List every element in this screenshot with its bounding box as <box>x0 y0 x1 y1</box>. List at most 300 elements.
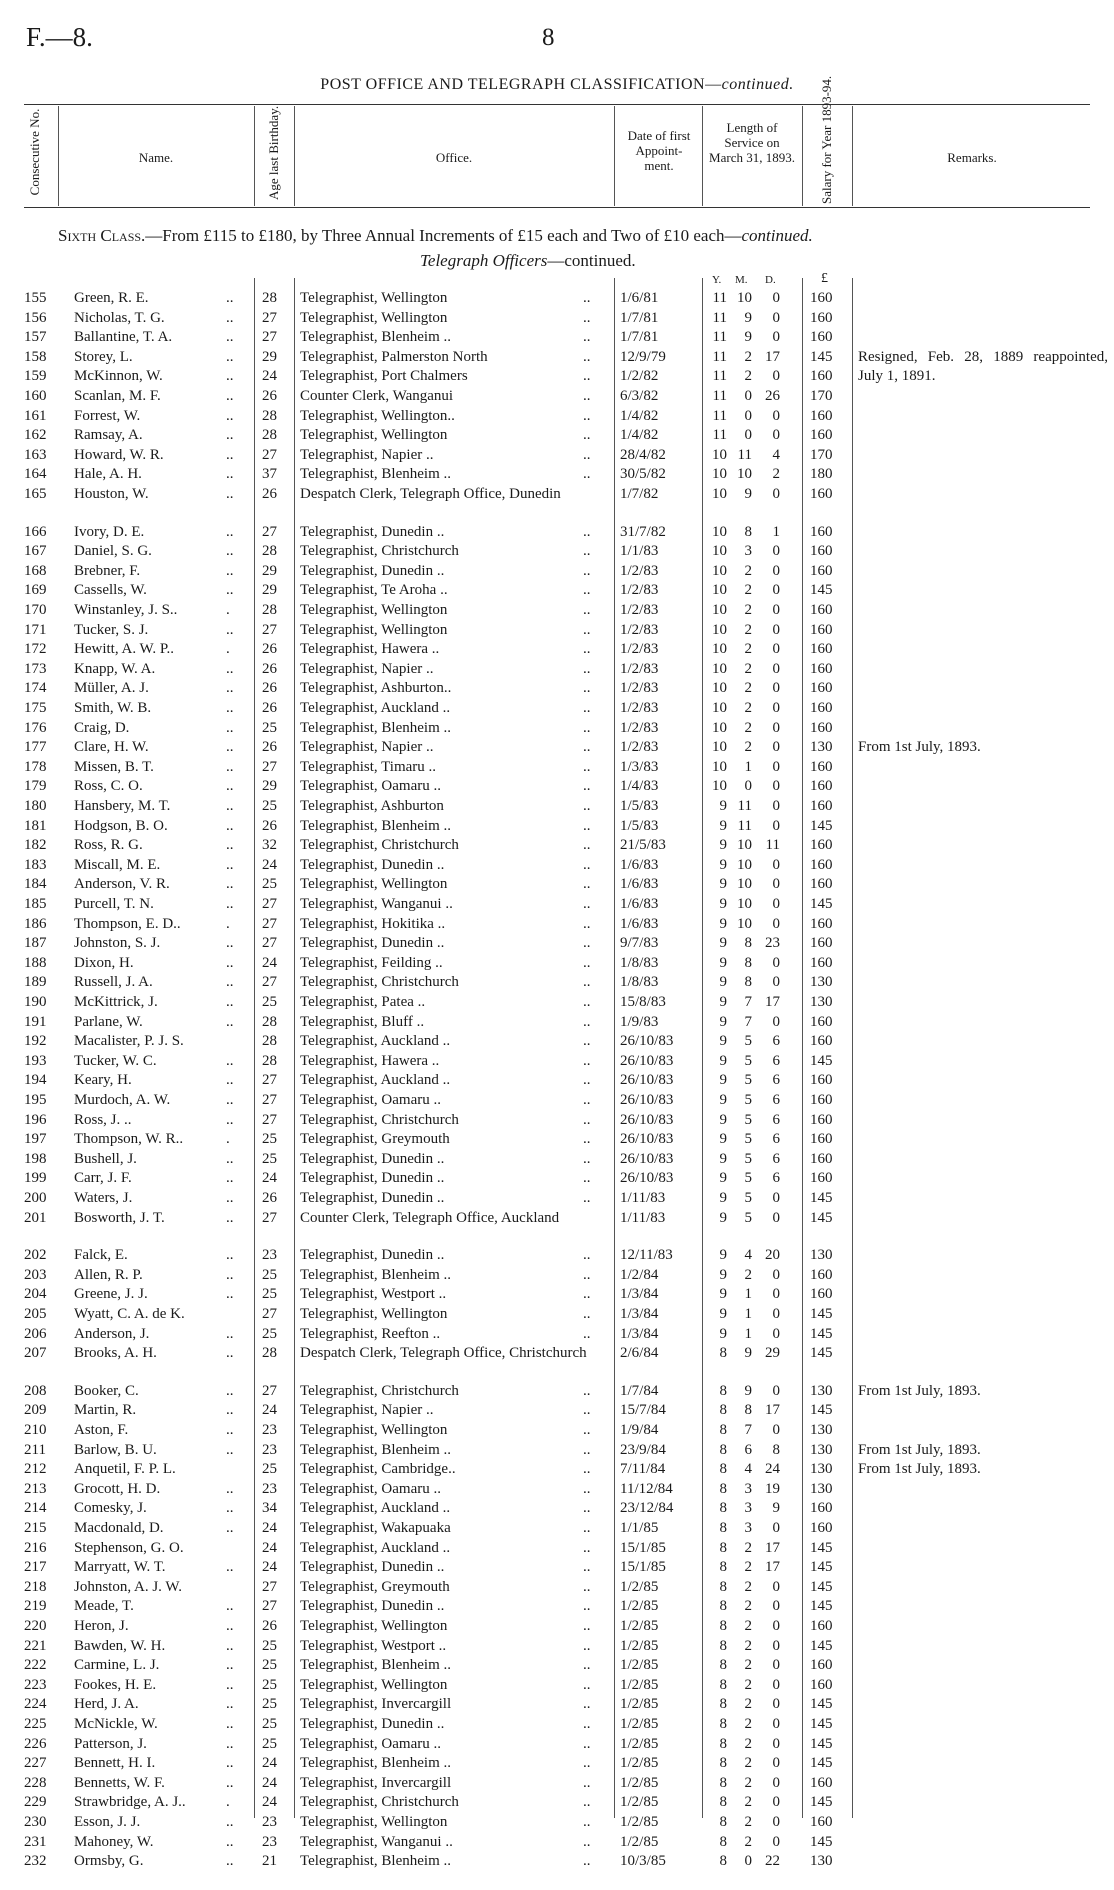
leader-dots: .. <box>226 1853 234 1870</box>
leader-dots: .. <box>226 1286 234 1303</box>
cell-service-days: 0 <box>772 1013 780 1030</box>
cell-office: Telegraphist, Feilding .. <box>300 954 443 971</box>
header-top-rule <box>24 104 1090 105</box>
cell-appointment-date: 1/2/85 <box>620 1637 659 1654</box>
cell-consecutive-no: 192 <box>24 1033 47 1050</box>
cell-service-months: 9 <box>744 1382 752 1399</box>
cell-consecutive-no: 184 <box>24 876 47 893</box>
cell-appointment-date: 7/11/84 <box>620 1461 666 1478</box>
cell-consecutive-no: 197 <box>24 1131 47 1148</box>
cell-appointment-date: 1/5/83 <box>620 817 659 834</box>
cell-service-days: 0 <box>772 562 780 579</box>
cell-office: Telegraphist, Wellington.. <box>300 407 455 424</box>
cell-service-months: 8 <box>744 935 752 952</box>
leader-dots: .. <box>583 368 591 385</box>
cell-service-days: 29 <box>765 1345 780 1362</box>
leader-dots: .. <box>583 758 591 775</box>
cell-appointment-date: 1/2/85 <box>620 1755 659 1772</box>
cell-appointment-date: 1/3/84 <box>620 1306 659 1322</box>
cell-consecutive-no: 223 <box>24 1676 47 1693</box>
cell-office: Telegraphist, Ashburton <box>300 798 444 814</box>
cell-consecutive-no: 169 <box>24 582 47 599</box>
cell-service-days: 0 <box>772 329 780 346</box>
cell-age: 27 <box>262 758 277 775</box>
leader-dots: .. <box>583 523 591 540</box>
cell-age: 24 <box>262 1774 277 1791</box>
cell-office: Telegraphist, Oamaru .. <box>300 1735 441 1752</box>
cell-name: Meade, T. <box>74 1598 134 1615</box>
cell-service-years: 10 <box>712 466 727 483</box>
cell-appointment-date: 1/2/83 <box>620 621 659 638</box>
leader-dots: .. <box>583 1794 591 1811</box>
leader-dots: .. <box>583 1578 591 1595</box>
cell-service-years: 9 <box>719 798 727 814</box>
cell-service-years: 11 <box>712 290 727 306</box>
cell-service-days: 6 <box>772 1052 780 1069</box>
cell-office: Telegraphist, Napier .. <box>300 660 434 677</box>
leader-dots: .. <box>226 758 234 775</box>
cell-appointment-date: 1/2/85 <box>620 1657 659 1674</box>
leader-dots: .. <box>583 1735 591 1752</box>
leader-dots: .. <box>583 407 591 424</box>
sub-heading-italic: Telegraph Officers <box>420 251 548 270</box>
body-divider <box>802 278 803 1818</box>
cell-name: Stephenson, G. O. <box>74 1539 184 1556</box>
leader-dots: .. <box>583 856 591 873</box>
cell-service-days: 17 <box>765 348 780 365</box>
cell-office: Telegraphist, Dunedin .. <box>300 1247 445 1264</box>
cell-salary: 160 <box>810 700 833 716</box>
cell-office: Telegraphist, Christchurch <box>300 837 459 854</box>
cell-service-years: 9 <box>719 1150 727 1167</box>
leader-dots: .. <box>226 582 234 599</box>
cell-salary: 160 <box>810 778 833 795</box>
leader-dots: .. <box>583 1676 591 1693</box>
cell-consecutive-no: 221 <box>24 1637 47 1654</box>
leader-dots: .. <box>583 719 591 736</box>
leader-dots: .. <box>583 1266 591 1283</box>
cell-office: Telegraphist, Te Aroha .. <box>300 582 448 599</box>
cell-consecutive-no: 161 <box>24 407 47 424</box>
cell-consecutive-no: 159 <box>24 368 47 385</box>
cell-service-months: 10 <box>737 896 752 912</box>
leader-dots: .. <box>583 896 591 912</box>
cell-salary: 145 <box>810 1306 833 1322</box>
cell-service-years: 8 <box>719 1618 727 1634</box>
cell-service-months: 9 <box>744 486 752 502</box>
leader-dots: .. <box>583 1013 591 1030</box>
leader-dots: .. <box>583 778 591 795</box>
cell-service-days: 0 <box>772 680 780 697</box>
cell-consecutive-no: 170 <box>24 602 47 618</box>
cell-service-years: 10 <box>712 739 727 756</box>
cell-service-years: 9 <box>719 1209 727 1226</box>
cell-service-months: 2 <box>744 1637 752 1654</box>
cell-salary: 130 <box>810 974 833 991</box>
cell-salary: 160 <box>810 368 833 385</box>
cell-service-days: 0 <box>772 896 780 912</box>
leader-dots: .. <box>226 1072 234 1089</box>
cell-service-years: 8 <box>719 1637 727 1654</box>
leader-dots: .. <box>583 1325 591 1342</box>
leader-dots: .. <box>226 543 234 560</box>
cell-service-months: 2 <box>744 1735 752 1752</box>
cell-service-years: 9 <box>719 837 727 854</box>
leader-dots: .. <box>583 817 591 834</box>
cell-salary: 160 <box>810 523 833 540</box>
leader-dots: .. <box>583 1520 591 1536</box>
cell-age: 26 <box>262 1190 277 1206</box>
cell-name: Keary, H. <box>74 1072 132 1089</box>
cell-age: 25 <box>262 1657 277 1674</box>
leader-dots: .. <box>583 680 591 697</box>
cell-service-months: 6 <box>744 1441 752 1458</box>
cell-age: 23 <box>262 1422 277 1438</box>
document-title <box>0 76 1114 94</box>
cell-age: 37 <box>262 466 277 483</box>
cell-salary: 160 <box>810 1170 833 1187</box>
cell-salary: 160 <box>810 1774 833 1791</box>
leader-dots: .. <box>583 974 591 991</box>
cell-salary: 160 <box>810 407 833 424</box>
cell-consecutive-no: 187 <box>24 935 47 952</box>
cell-age: 27 <box>262 915 277 932</box>
cell-office: Telegraphist, Wellington <box>300 1814 448 1830</box>
cell-service-days: 0 <box>772 602 780 618</box>
cell-salary: 145 <box>810 1696 833 1713</box>
cell-name: Ross, J. .. <box>74 1111 132 1128</box>
cell-service-days: 6 <box>772 1072 780 1089</box>
leader-dots: .. <box>226 1441 234 1458</box>
cell-age: 23 <box>262 1480 277 1497</box>
cell-appointment-date: 1/2/82 <box>620 368 659 385</box>
cell-service-years: 9 <box>719 1306 727 1322</box>
cell-office: Telegraphist, Reefton .. <box>300 1325 441 1342</box>
cell-service-months: 3 <box>744 1520 752 1536</box>
cell-service-months: 2 <box>744 1794 752 1811</box>
cell-salary: 180 <box>810 466 833 483</box>
cell-service-years: 9 <box>719 856 727 873</box>
cell-service-days: 0 <box>772 1833 780 1850</box>
cell-appointment-date: 1/8/83 <box>620 954 659 971</box>
cell-service-years: 9 <box>719 1190 727 1206</box>
cell-service-months: 5 <box>744 1072 752 1089</box>
leader-dots: .. <box>583 1072 591 1089</box>
cell-consecutive-no: 156 <box>24 309 47 326</box>
cell-age: 27 <box>262 1306 277 1322</box>
cell-salary: 145 <box>810 1539 833 1556</box>
cell-office: Telegraphist, Dunedin .. <box>300 523 445 540</box>
cell-office: Telegraphist, Wellington <box>300 290 448 306</box>
cell-salary: 160 <box>810 660 833 677</box>
cell-appointment-date: 1/11/83 <box>620 1190 666 1206</box>
cell-service-months: 2 <box>744 1657 752 1674</box>
cell-service-years: 10 <box>712 486 727 502</box>
cell-appointment-date: 1/2/85 <box>620 1618 659 1634</box>
leader-dots: .. <box>226 1013 234 1030</box>
cell-service-months: 0 <box>744 427 752 444</box>
cell-office: Despatch Clerk, Telegraph Office, Christchurch <box>300 1345 587 1362</box>
cell-service-years: 11 <box>712 407 727 424</box>
cell-service-days: 26 <box>765 388 780 404</box>
cell-office: Telegraphist, Wellington <box>300 309 448 326</box>
cell-age: 26 <box>262 680 277 697</box>
leader-dots: .. <box>583 1402 591 1419</box>
cell-office: Telegraphist, Greymouth <box>300 1578 450 1595</box>
cell-service-years: 8 <box>719 1382 727 1399</box>
cell-service-months: 2 <box>744 1814 752 1830</box>
cell-service-years: 8 <box>719 1480 727 1497</box>
cell-appointment-date: 26/10/83 <box>620 1131 674 1148</box>
cell-appointment-date: 26/10/83 <box>620 1170 674 1187</box>
leader-dots: .. <box>583 543 591 560</box>
cell-service-days: 0 <box>772 700 780 716</box>
cell-age: 28 <box>262 407 277 424</box>
header-divider <box>802 106 803 206</box>
cell-salary: 145 <box>810 348 833 365</box>
cell-office: Telegraphist, Dunedin .. <box>300 935 445 952</box>
leader-dots: .. <box>226 1774 234 1791</box>
cell-service-months: 9 <box>744 1345 752 1362</box>
cell-age: 24 <box>262 1520 277 1536</box>
cell-service-months: 2 <box>744 368 752 385</box>
leader-dots: .. <box>583 348 591 365</box>
cell-name: Ross, C. O. <box>74 778 143 795</box>
leader-dots: .. <box>226 1092 234 1108</box>
cell-service-months: 3 <box>744 543 752 560</box>
cell-salary: 160 <box>810 1131 833 1148</box>
unit-pound: £ <box>821 271 828 286</box>
cell-salary: 145 <box>810 1052 833 1069</box>
cell-salary: 160 <box>810 1520 833 1536</box>
cell-salary: 160 <box>810 856 833 873</box>
cell-service-days: 0 <box>772 856 780 873</box>
cell-consecutive-no: 171 <box>24 621 47 638</box>
cell-age: 28 <box>262 1033 277 1050</box>
cell-name: Daniel, S. G. <box>74 543 152 560</box>
cell-salary: 145 <box>810 1735 833 1752</box>
cell-service-years: 11 <box>712 427 727 444</box>
cell-service-years: 11 <box>712 368 727 385</box>
cell-age: 27 <box>262 1072 277 1089</box>
cell-age: 26 <box>262 641 277 658</box>
cell-salary: 160 <box>810 837 833 854</box>
cell-service-years: 8 <box>719 1461 727 1478</box>
leader-dots: .. <box>226 1266 234 1283</box>
cell-office: Telegraphist, Dunedin .. <box>300 1598 445 1615</box>
leader-dots: .. <box>226 935 234 952</box>
cell-consecutive-no: 218 <box>24 1578 47 1595</box>
cell-consecutive-no: 198 <box>24 1150 47 1167</box>
cell-service-years: 8 <box>719 1422 727 1438</box>
cell-service-days: 0 <box>772 486 780 502</box>
cell-service-days: 0 <box>772 798 780 814</box>
cell-office: Telegraphist, Napier .. <box>300 446 434 463</box>
cell-appointment-date: 1/7/82 <box>620 486 659 502</box>
class-rest: —From £115 to £180, by Three Annual Increments of £15 each and Two of £10 each— <box>145 226 742 245</box>
cell-service-months: 2 <box>744 700 752 716</box>
cell-service-days: 0 <box>772 719 780 736</box>
cell-name: Dixon, H. <box>74 954 134 971</box>
cell-name: Thompson, E. D.. <box>74 915 181 932</box>
cell-service-months: 2 <box>744 1539 752 1556</box>
cell-appointment-date: 1/2/85 <box>620 1696 659 1713</box>
cell-age: 26 <box>262 660 277 677</box>
cell-service-years: 9 <box>719 1111 727 1128</box>
cell-service-months: 0 <box>744 407 752 424</box>
body-divider <box>254 278 255 1818</box>
leader-dots: .. <box>583 1247 591 1264</box>
cell-age: 24 <box>262 1755 277 1772</box>
cell-consecutive-no: 164 <box>24 466 47 483</box>
cell-office: Telegraphist, Blenheim .. <box>300 1441 451 1458</box>
cell-salary: 160 <box>810 621 833 638</box>
cell-age: 25 <box>262 719 277 736</box>
cell-age: 27 <box>262 1092 277 1108</box>
body-divider <box>702 278 703 1818</box>
leader-dots: .. <box>583 582 591 599</box>
leader-dots: .. <box>226 719 234 736</box>
cell-service-months: 5 <box>744 1209 752 1226</box>
cell-office: Telegraphist, Christchurch <box>300 1382 459 1399</box>
cell-service-days: 8 <box>772 1441 780 1458</box>
class-suffix: continued. <box>741 226 813 245</box>
cell-consecutive-no: 207 <box>24 1345 47 1362</box>
cell-appointment-date: 26/10/83 <box>620 1092 674 1108</box>
cell-consecutive-no: 174 <box>24 680 47 697</box>
cell-name: Hewitt, A. W. P.. <box>74 641 175 658</box>
cell-salary: 130 <box>810 1247 833 1264</box>
cell-service-years: 9 <box>719 876 727 893</box>
cell-service-years: 9 <box>719 1325 727 1342</box>
cell-consecutive-no: 200 <box>24 1190 47 1206</box>
cell-salary: 160 <box>810 915 833 932</box>
cell-name: Ramsay, A. <box>74 427 143 444</box>
cell-office: Telegraphist, Blenheim .. <box>300 1657 451 1674</box>
cell-service-years: 8 <box>719 1774 727 1791</box>
cell-name: Bushell, J. <box>74 1150 137 1167</box>
cell-service-years: 10 <box>712 700 727 716</box>
cell-name: Parlane, W. <box>74 1013 143 1030</box>
cell-age: 27 <box>262 974 277 991</box>
cell-service-months: 5 <box>744 1170 752 1187</box>
cell-consecutive-no: 162 <box>24 427 47 444</box>
cell-salary: 160 <box>810 1033 833 1050</box>
leader-dots: .. <box>226 466 234 483</box>
cell-consecutive-no: 186 <box>24 915 47 932</box>
cell-service-years: 8 <box>719 1598 727 1615</box>
cell-age: 25 <box>262 1716 277 1732</box>
leader-dots: .. <box>583 562 591 579</box>
cell-consecutive-no: 208 <box>24 1382 47 1399</box>
cell-service-days: 0 <box>772 1696 780 1713</box>
cell-appointment-date: 12/11/83 <box>620 1247 673 1264</box>
cell-service-years: 8 <box>719 1539 727 1556</box>
cell-service-months: 10 <box>737 466 752 483</box>
cell-age: 26 <box>262 739 277 756</box>
cell-service-days: 6 <box>772 1092 780 1108</box>
cell-remarks: From 1st July, 1893. <box>858 739 981 756</box>
leader-dots: .. <box>226 1402 234 1419</box>
cell-salary: 160 <box>810 427 833 444</box>
cell-salary: 160 <box>810 1676 833 1693</box>
cell-office: Telegraphist, Blenheim .. <box>300 329 451 346</box>
cell-service-years: 8 <box>719 1345 727 1362</box>
cell-office: Telegraphist, Wellington <box>300 1618 448 1634</box>
cell-office: Telegraphist, Christchurch <box>300 1111 459 1128</box>
leader-dots: .. <box>583 1853 591 1870</box>
cell-salary: 145 <box>810 817 833 834</box>
cell-service-years: 9 <box>719 1266 727 1283</box>
cell-name: Heron, J. <box>74 1618 129 1634</box>
cell-salary: 160 <box>810 1092 833 1108</box>
cell-service-years: 10 <box>712 582 727 599</box>
cell-appointment-date: 26/10/83 <box>620 1072 674 1089</box>
col-header-salary: Salary for Year 1893-94. <box>819 75 834 204</box>
cell-consecutive-no: 206 <box>24 1325 47 1342</box>
cell-name: Anderson, V. R. <box>74 876 170 893</box>
leader-dots: .. <box>583 1170 591 1187</box>
cell-office: Telegraphist, Dunedin .. <box>300 1559 445 1576</box>
cell-name: Storey, L. <box>74 348 133 365</box>
cell-service-days: 0 <box>772 974 780 991</box>
cell-office: Telegraphist, Christchurch <box>300 543 459 560</box>
cell-appointment-date: 26/10/83 <box>620 1111 674 1128</box>
cell-service-days: 0 <box>772 1618 780 1634</box>
leader-dots: .. <box>583 388 591 404</box>
cell-service-years: 10 <box>712 719 727 736</box>
cell-service-years: 9 <box>719 1072 727 1089</box>
body-divider <box>852 278 853 1818</box>
leader-dots: .. <box>226 1755 234 1772</box>
cell-service-years: 9 <box>719 1247 727 1264</box>
cell-office: Telegraphist, Blenheim .. <box>300 1853 451 1870</box>
cell-appointment-date: 26/10/83 <box>620 1150 674 1167</box>
cell-service-years: 9 <box>719 915 727 932</box>
leader-dots: .. <box>226 1150 234 1167</box>
cell-service-years: 8 <box>719 1814 727 1830</box>
cell-consecutive-no: 158 <box>24 348 47 365</box>
cell-name: Fookes, H. E. <box>74 1676 157 1693</box>
cell-service-years: 9 <box>719 896 727 912</box>
cell-consecutive-no: 230 <box>24 1814 47 1830</box>
sub-heading-rest: —continued. <box>547 251 636 270</box>
cell-salary: 145 <box>810 1755 833 1772</box>
cell-consecutive-no: 167 <box>24 543 47 560</box>
cell-consecutive-no: 172 <box>24 641 47 658</box>
cell-appointment-date: 1/2/85 <box>620 1598 659 1615</box>
cell-service-months: 5 <box>744 1190 752 1206</box>
cell-office: Telegraphist, Invercargill <box>300 1774 452 1791</box>
cell-service-days: 19 <box>765 1480 780 1497</box>
cell-appointment-date: 1/2/83 <box>620 562 659 579</box>
leader-dots: .. <box>226 1190 234 1206</box>
leader-dots: .. <box>226 407 234 424</box>
leader-dots: .. <box>583 1306 591 1322</box>
cell-salary: 160 <box>810 876 833 893</box>
cell-salary: 130 <box>810 1441 833 1458</box>
sub-heading <box>420 251 636 271</box>
cell-age: 26 <box>262 1618 277 1634</box>
cell-service-years: 9 <box>719 935 727 952</box>
cell-name: Missen, B. T. <box>74 758 154 775</box>
cell-appointment-date: 1/6/83 <box>620 896 659 912</box>
cell-appointment-date: 1/6/83 <box>620 856 659 873</box>
leader-dots: .. <box>583 1441 591 1458</box>
leader-dots: .. <box>226 427 234 444</box>
leader-dots: .. <box>583 1092 591 1108</box>
leader-dots: .. <box>583 1637 591 1654</box>
